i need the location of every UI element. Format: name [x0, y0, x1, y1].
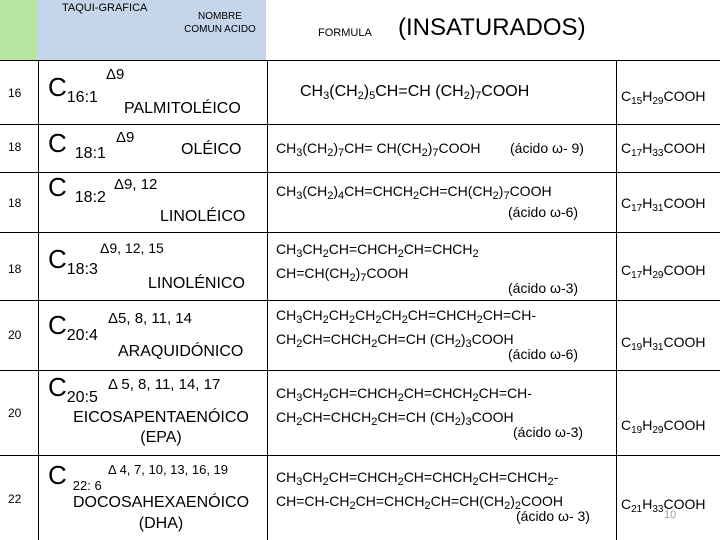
- header-nombre-label: NOMBRE COMUN ACIDO: [184, 11, 256, 35]
- header-divider: [266, 0, 268, 60]
- lipid-notation: $C_{16:1}$: [48, 72, 98, 106]
- header-formula-label: FORMULA: [318, 27, 372, 39]
- delta-positions: Δ5, 8, 11, 14: [108, 310, 192, 327]
- molecular-formula: $C_{17}H_{31}COOH$: [621, 195, 706, 214]
- structural-formula: $CH_3(CH_2)_5CH=CH$ $(CH_2)_7COOH$: [300, 83, 530, 102]
- acid-name: OLÉICO: [181, 141, 242, 158]
- lipid-notation: C $_{18:1}$: [48, 128, 106, 162]
- structural-formula: $CH_3CH_2CH=CHCH_2CH=CHCH_2CH=CHCH_2-$ $CH=CH-CH_2CH=CHCH_2CH=CH(CH_2)_2COOH$: [276, 469, 564, 512]
- structural-formula: $CH_3CH_2CH=CHCH_2CH=CHCH_2CH=CH-$ $CH_2CH=CHCH_2CH=CH$ $(CH_2)_3COOH$: [276, 385, 532, 428]
- omega-class: (ácido ω- 3): [516, 508, 590, 524]
- acid-name: PALMITOLÉICO: [124, 100, 241, 117]
- carbon-count: 18: [8, 140, 22, 154]
- acid-name: ARAQUIDÓNICO: [118, 343, 244, 360]
- carbon-count: 20: [8, 406, 22, 420]
- omega-class: (ácido ω-3): [513, 424, 584, 440]
- header-carbon-column: [0, 0, 38, 60]
- acid-name: DOCOSAHEXAENÓICO (DHA): [72, 494, 250, 532]
- delta-positions: Δ9, 12: [114, 176, 158, 193]
- grid-line-horizontal: [0, 232, 720, 233]
- carbon-count: 18: [8, 262, 22, 276]
- omega-class: (ácido ω-6): [508, 204, 579, 220]
- grid-line-horizontal: [0, 370, 720, 371]
- lipid-notation: C $_{18:2}$: [48, 172, 106, 206]
- structural-formula: $CH_3CH_2CH=CHCH_2CH=CHCH_2$ $CH=CH(CH_2)_7COOH$: [276, 241, 479, 284]
- lipid-notation: $C_{18:3}$: [48, 244, 98, 278]
- molecular-formula: $C_{17}H_{29}COOH$: [621, 262, 706, 281]
- grid-line-horizontal: [0, 124, 720, 125]
- page-title: (INSATURADOS): [398, 14, 586, 41]
- structural-formula: $CH_3(CH_2)_4CH=CHCH_2CH=CH(CH_2)_7COOH$: [276, 183, 552, 202]
- page-number: 10: [664, 509, 677, 521]
- structural-formula: $CH_3(CH_2)_7CH=$ $CH(CH_2)_7COOH$: [276, 140, 481, 159]
- lipid-notation: C $_{22: 6}$: [48, 460, 102, 493]
- structural-formula: $CH_3CH_2CH_2CH_2CH_2CH=CHCH_2CH=CH-$ $CH_2CH=CHCH_2CH=CH$ $(CH_2)_3COOH$: [276, 307, 537, 350]
- molecular-formula: $C_{19}H_{29}COOH$: [621, 417, 706, 436]
- acid-name: LINOLÉNICO: [148, 275, 245, 292]
- delta-positions: Δ9: [116, 129, 135, 146]
- omega-class: (ácido ω-3): [508, 280, 579, 296]
- carbon-count: 18: [8, 196, 22, 210]
- header-taqui-label: TAQUI-GRAFICA: [62, 2, 148, 14]
- molecular-formula: $C_{19}H_{31}COOH$: [621, 334, 706, 353]
- delta-positions: Δ9, 12, 15: [100, 240, 164, 256]
- delta-positions: Δ 4, 7, 10, 13, 16, 19: [108, 462, 228, 477]
- grid-line-horizontal: [0, 300, 720, 301]
- acid-name: EICOSAPENTAENÓICO (EPA): [73, 409, 249, 446]
- grid-line-horizontal: [0, 455, 720, 456]
- acid-name: LINOLÉICO: [160, 208, 246, 225]
- carbon-count: 20: [8, 328, 22, 342]
- lipid-notation: $C_{20:4}$: [48, 310, 98, 344]
- lipid-notation: $C_{20:5}$: [48, 372, 98, 406]
- molecular-formula: $C_{21}H_{33}COOH$: [621, 496, 706, 515]
- omega-class: (ácido ω- 9): [510, 140, 584, 156]
- molecular-formula: $C_{17}H_{33}COOH$: [621, 140, 706, 159]
- grid-line-horizontal: [0, 60, 720, 61]
- carbon-count: 16: [8, 86, 22, 100]
- molecular-formula: $C_{15}H_{29}COOH$: [621, 88, 706, 107]
- delta-positions: Δ 5, 8, 11, 14, 17: [108, 376, 221, 393]
- omega-class: (ácido ω-6): [508, 346, 579, 362]
- delta-positions: Δ9: [106, 66, 125, 83]
- carbon-count: 22: [8, 492, 22, 506]
- grid-line-horizontal: [0, 172, 720, 173]
